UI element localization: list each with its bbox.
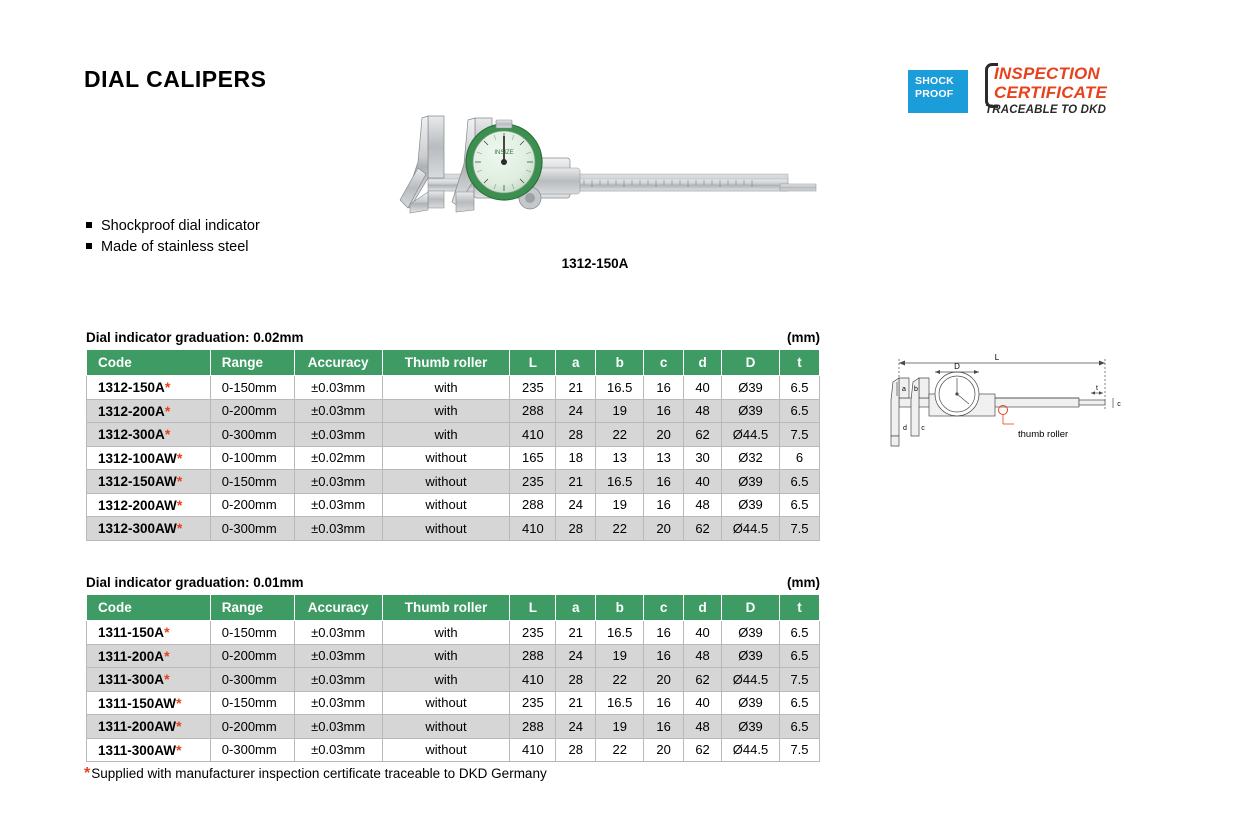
cell-accuracy: ±0.03mm xyxy=(294,493,382,517)
cell-a: 21 xyxy=(556,691,596,715)
cell-accuracy: ±0.03mm xyxy=(294,470,382,494)
cell-t: 7.5 xyxy=(779,738,819,762)
column-header-L: L xyxy=(510,595,556,621)
column-header-L: L xyxy=(510,350,556,376)
cell-c: 20 xyxy=(644,517,684,541)
cell-d: 40 xyxy=(684,621,722,645)
cell-d: 62 xyxy=(684,668,722,692)
cell-accuracy: ±0.03mm xyxy=(294,691,382,715)
svg-text:c: c xyxy=(921,425,925,432)
cell-D: Ø44.5 xyxy=(722,738,780,762)
cell-thumb: with xyxy=(382,399,510,423)
cell-t: 6.5 xyxy=(779,399,819,423)
cell-D: Ø39 xyxy=(722,691,780,715)
cell-range: 0-300mm xyxy=(210,423,294,447)
cell-b: 19 xyxy=(596,399,644,423)
cell-code: 1312-300A* xyxy=(87,423,211,447)
cell-c: 13 xyxy=(644,446,684,470)
cell-d: 40 xyxy=(684,376,722,400)
cell-thumb: without xyxy=(382,446,510,470)
cell-D: Ø44.5 xyxy=(722,517,780,541)
cell-range: 0-300mm xyxy=(210,738,294,762)
cell-b: 22 xyxy=(596,517,644,541)
cell-accuracy: ±0.03mm xyxy=(294,738,382,762)
cell-D: Ø39 xyxy=(722,376,780,400)
svg-text:c: c xyxy=(1117,401,1121,408)
shock-proof-line2: PROOF xyxy=(915,88,954,100)
cell-t: 6.5 xyxy=(779,470,819,494)
table-header-row xyxy=(87,350,820,376)
column-header-a: a xyxy=(556,595,596,621)
cell-d: 40 xyxy=(684,470,722,494)
svg-text:t: t xyxy=(1096,385,1098,392)
cell-t: 6 xyxy=(779,446,819,470)
cell-L: 410 xyxy=(510,423,556,447)
table-row xyxy=(87,376,820,400)
product-photo xyxy=(370,100,820,240)
cell-d: 48 xyxy=(684,493,722,517)
cell-c: 16 xyxy=(644,644,684,668)
cell-c: 16 xyxy=(644,376,684,400)
table-row xyxy=(87,738,820,762)
cell-t: 7.5 xyxy=(779,423,819,447)
column-header-D: D xyxy=(722,350,780,376)
column-header-thumb-roller: Thumb roller xyxy=(382,350,510,376)
table-title: Dial indicator graduation: 0.01mm xyxy=(86,575,304,590)
cell-code: 1312-150AW* xyxy=(87,470,211,494)
thumb-roller-callout: thumb roller xyxy=(1018,429,1069,440)
cell-code: 1311-200AW* xyxy=(87,715,211,739)
cell-a: 18 xyxy=(556,446,596,470)
cell-a: 24 xyxy=(556,644,596,668)
cell-range: 0-200mm xyxy=(210,644,294,668)
cell-code: 1311-150AW* xyxy=(87,691,211,715)
cell-range: 0-150mm xyxy=(210,376,294,400)
cell-code: 1311-300A* xyxy=(87,668,211,692)
bullet-square-icon xyxy=(86,243,92,249)
table-row xyxy=(87,621,820,645)
cell-thumb: with xyxy=(382,376,510,400)
cell-L: 288 xyxy=(510,493,556,517)
svg-text:D: D xyxy=(954,362,960,371)
column-header-thumb-roller: Thumb roller xyxy=(382,595,510,621)
svg-text:a: a xyxy=(902,386,906,393)
cell-D: Ø39 xyxy=(722,399,780,423)
column-header-accuracy: Accuracy xyxy=(294,350,382,376)
shock-proof-badge xyxy=(908,70,968,113)
table-row xyxy=(87,446,820,470)
cell-b: 16.5 xyxy=(596,470,644,494)
cell-D: Ø39 xyxy=(722,715,780,739)
cell-d: 48 xyxy=(684,399,722,423)
cell-thumb: without xyxy=(382,715,510,739)
cell-code: 1312-200AW* xyxy=(87,493,211,517)
column-header-code: Code xyxy=(87,595,211,621)
spec-table-002 xyxy=(86,330,820,541)
table-title: Dial indicator graduation: 0.02mm xyxy=(86,330,304,345)
cell-t: 6.5 xyxy=(779,493,819,517)
table-row xyxy=(87,644,820,668)
product-caption: 1312-150A xyxy=(561,256,629,271)
cell-c: 16 xyxy=(644,493,684,517)
cell-code: 1311-200A* xyxy=(87,644,211,668)
cell-accuracy: ±0.02mm xyxy=(294,446,382,470)
cell-thumb: without xyxy=(382,493,510,517)
bullet-square-icon xyxy=(86,222,92,228)
column-header-d: d xyxy=(684,350,722,376)
cell-b: 19 xyxy=(596,493,644,517)
cell-D: Ø39 xyxy=(722,493,780,517)
table-row xyxy=(87,517,820,541)
cell-c: 16 xyxy=(644,470,684,494)
shock-proof-line1: SHOCK xyxy=(915,75,954,87)
cell-a: 24 xyxy=(556,715,596,739)
cell-a: 28 xyxy=(556,517,596,541)
table-unit: (mm) xyxy=(787,575,820,590)
cell-L: 235 xyxy=(510,376,556,400)
cell-d: 48 xyxy=(684,644,722,668)
cell-c: 20 xyxy=(644,423,684,447)
svg-text:b: b xyxy=(914,386,918,393)
cell-L: 288 xyxy=(510,715,556,739)
column-header-c: c xyxy=(644,350,684,376)
cell-thumb: with xyxy=(382,621,510,645)
cell-accuracy: ±0.03mm xyxy=(294,423,382,447)
feature-list xyxy=(86,216,386,258)
cell-code: 1312-200A* xyxy=(87,399,211,423)
cell-thumb: without xyxy=(382,691,510,715)
column-header-accuracy: Accuracy xyxy=(294,595,382,621)
cell-L: 288 xyxy=(510,399,556,423)
feature-label: Shockproof dial indicator xyxy=(101,218,260,234)
column-header-d: d xyxy=(684,595,722,621)
cell-a: 21 xyxy=(556,621,596,645)
cell-t: 6.5 xyxy=(779,376,819,400)
column-header-t: t xyxy=(779,595,819,621)
table-row xyxy=(87,423,820,447)
cell-thumb: with xyxy=(382,668,510,692)
cell-a: 21 xyxy=(556,376,596,400)
cell-b: 13 xyxy=(596,446,644,470)
cell-t: 6.5 xyxy=(779,621,819,645)
cert-line-2: CERTIFICATE xyxy=(994,83,1108,102)
cell-D: Ø32 xyxy=(722,446,780,470)
cell-L: 235 xyxy=(510,470,556,494)
cell-L: 410 xyxy=(510,517,556,541)
cell-d: 62 xyxy=(684,517,722,541)
cell-L: 235 xyxy=(510,621,556,645)
cell-t: 6.5 xyxy=(779,644,819,668)
cell-c: 16 xyxy=(644,715,684,739)
cell-code: 1312-100AW* xyxy=(87,446,211,470)
list-item xyxy=(86,216,386,237)
cell-t: 7.5 xyxy=(779,517,819,541)
column-header-b: b xyxy=(596,595,644,621)
table-row xyxy=(87,691,820,715)
table-unit: (mm) xyxy=(787,330,820,345)
cell-a: 24 xyxy=(556,493,596,517)
spec-table-001 xyxy=(86,575,820,762)
cell-b: 19 xyxy=(596,715,644,739)
cell-b: 16.5 xyxy=(596,376,644,400)
cell-d: 30 xyxy=(684,446,722,470)
cell-c: 16 xyxy=(644,691,684,715)
cell-c: 20 xyxy=(644,738,684,762)
cell-range: 0-200mm xyxy=(210,715,294,739)
table-row xyxy=(87,399,820,423)
table-row xyxy=(87,715,820,739)
cell-D: Ø44.5 xyxy=(722,423,780,447)
cell-accuracy: ±0.03mm xyxy=(294,621,382,645)
table-row xyxy=(87,470,820,494)
feature-label: Made of stainless steel xyxy=(101,239,249,255)
cell-b: 22 xyxy=(596,668,644,692)
cell-b: 16.5 xyxy=(596,691,644,715)
cell-range: 0-100mm xyxy=(210,446,294,470)
cell-L: 410 xyxy=(510,668,556,692)
cell-code: 1311-300AW* xyxy=(87,738,211,762)
cell-d: 62 xyxy=(684,738,722,762)
cell-L: 288 xyxy=(510,644,556,668)
cell-b: 22 xyxy=(596,738,644,762)
cell-range: 0-150mm xyxy=(210,691,294,715)
cell-a: 28 xyxy=(556,423,596,447)
cell-thumb: with xyxy=(382,423,510,447)
cell-c: 16 xyxy=(644,621,684,645)
cell-L: 165 xyxy=(510,446,556,470)
cell-accuracy: ±0.03mm xyxy=(294,376,382,400)
asterisk-icon: * xyxy=(84,765,91,782)
cell-accuracy: ±0.03mm xyxy=(294,399,382,423)
cell-t: 7.5 xyxy=(779,668,819,692)
cell-b: 16.5 xyxy=(596,621,644,645)
cell-a: 21 xyxy=(556,470,596,494)
cell-code: 1311-150A* xyxy=(87,621,211,645)
cell-b: 22 xyxy=(596,423,644,447)
cell-a: 28 xyxy=(556,738,596,762)
cell-accuracy: ±0.03mm xyxy=(294,668,382,692)
table-row xyxy=(87,668,820,692)
cell-t: 6.5 xyxy=(779,691,819,715)
cell-d: 48 xyxy=(684,715,722,739)
svg-text:L: L xyxy=(994,353,1000,362)
cell-t: 6.5 xyxy=(779,715,819,739)
cell-D: Ø39 xyxy=(722,470,780,494)
column-header-b: b xyxy=(596,350,644,376)
cell-code: 1312-300AW* xyxy=(87,517,211,541)
cell-a: 28 xyxy=(556,668,596,692)
cell-thumb: without xyxy=(382,470,510,494)
cell-range: 0-300mm xyxy=(210,668,294,692)
cell-thumb: with xyxy=(382,644,510,668)
cell-d: 40 xyxy=(684,691,722,715)
cell-range: 0-300mm xyxy=(210,517,294,541)
column-header-D: D xyxy=(722,595,780,621)
column-header-code: Code xyxy=(87,350,211,376)
column-header-a: a xyxy=(556,350,596,376)
cell-thumb: without xyxy=(382,738,510,762)
cell-code: 1312-150A* xyxy=(87,376,211,400)
list-item xyxy=(86,237,386,258)
cert-line-1: INSPECTION xyxy=(994,64,1100,83)
cell-range: 0-200mm xyxy=(210,493,294,517)
cell-L: 235 xyxy=(510,691,556,715)
cell-b: 19 xyxy=(596,644,644,668)
cell-D: Ø39 xyxy=(722,621,780,645)
column-header-range: Range xyxy=(210,595,294,621)
dimension-diagram xyxy=(885,350,1125,465)
cell-thumb: without xyxy=(382,517,510,541)
cell-range: 0-200mm xyxy=(210,399,294,423)
svg-text:INSIZE: INSIZE xyxy=(494,150,514,156)
cert-line-3: TRACEABLE TO DKD xyxy=(985,104,1107,116)
table-header-row xyxy=(87,595,820,621)
inspection-certificate-badge xyxy=(985,63,1141,123)
column-header-c: c xyxy=(644,595,684,621)
column-header-t: t xyxy=(779,350,819,376)
cell-c: 20 xyxy=(644,668,684,692)
cell-range: 0-150mm xyxy=(210,621,294,645)
cell-accuracy: ±0.03mm xyxy=(294,715,382,739)
cell-c: 16 xyxy=(644,399,684,423)
cell-L: 410 xyxy=(510,738,556,762)
cell-a: 24 xyxy=(556,399,596,423)
cell-d: 62 xyxy=(684,423,722,447)
footnote-text: Supplied with manufacturer inspection certificate traceable to DKD Germany xyxy=(91,766,547,781)
footnote xyxy=(84,765,547,783)
cell-range: 0-150mm xyxy=(210,470,294,494)
cell-accuracy: ±0.03mm xyxy=(294,644,382,668)
cell-accuracy: ±0.03mm xyxy=(294,517,382,541)
table-row xyxy=(87,493,820,517)
page-title: DIAL CALIPERS xyxy=(84,66,267,92)
column-header-range: Range xyxy=(210,350,294,376)
cell-D: Ø39 xyxy=(722,644,780,668)
svg-text:d: d xyxy=(903,425,907,432)
cell-D: Ø44.5 xyxy=(722,668,780,692)
